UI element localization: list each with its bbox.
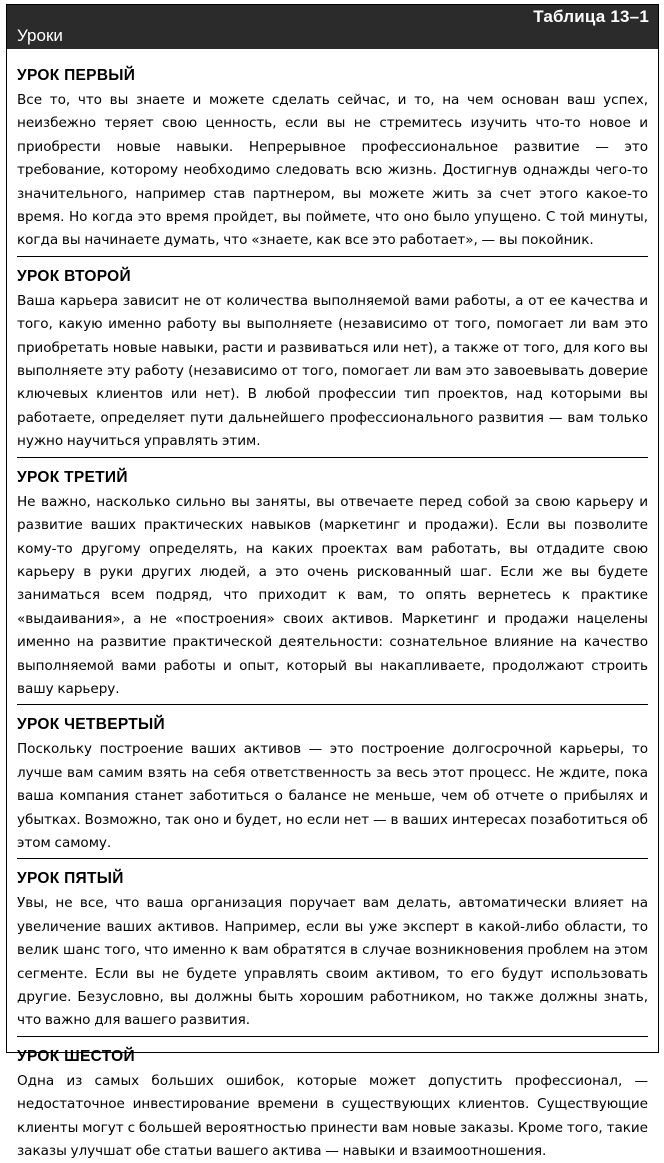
lesson-3 [17,457,648,702]
lesson-text: Все то, что вы знаете и можете сделать сейчас, и то, на чем основан ваш успех, неизбежно теряет свою ценность, если вы не стремитесь изучить что-то новое и приобрести новые навыки. Непрерывное профессиональное развитие — это требование, которому необходимо следовать всю жизнь. Достигнув однажды чего-то значительного, например став партнером, вы можете жить за счет этого какое-то время. Но когда это время пройдет, вы поймете, что оно было упущено. С той минуты, когда вы начинаете думать, что «знаете, как все это работает», — вы покойник. [17,92,648,249]
lesson-heading: УРОК ШЕСТОЙ [17,1047,135,1065]
lesson-2 [17,256,648,454]
lesson-4 [17,704,648,855]
lesson-text: Увы, не все, что ваша организация поручает вам делать, автоматически влияет на увеличение ваших активов. Например, если вы уже эксперт в какой-либо области, то велик шанс того, что именно к вам обратятся в случае возникновения проблем на этом сегменте. Если вы не будете управлять своим активом, то его будут использовать другие. Безусловно, вы должны быть хорошим работником, но также должны знать, что важно для вашего развития. [17,895,648,1029]
lesson-heading: УРОК ТРЕТИЙ [17,468,128,486]
lesson-text: Не важно, насколько сильно вы заняты, вы отвечаете перед собой за свою карьеру и развитие ваших практических навыков (маркетинг и продажи). Если вы позволите кому-то другому определять, на каких проектах вам работать, вы отдадите свою карьеру в руки других людей, а это очень рискованный шаг. Если же вы будете заниматься всем подряд, что приходит к вам, то опять вернетесь к практике «выдаивания», а не «построения» своих активов. Маркетинг и продажи нацелены именно на развитие практической деятельности: сознательное влияние на качество выполняемой вами работы и опыт, который вы накапливаете, продолжают строить вашу карьеру. [17,493,648,697]
lesson-heading: УРОК ПЕРВЫЙ [17,67,136,84]
lesson-6 [17,1036,648,1163]
table-body [7,49,658,1163]
lesson-heading: УРОК ЧЕТВЕРТЫЙ [17,716,165,734]
lessons-table [6,4,659,1160]
table-title: Уроки [17,26,63,45]
lesson-heading: УРОК ПЯТЫЙ [17,870,124,888]
lesson-1 [17,67,648,253]
lesson-5 [17,858,648,1032]
lesson-text: Поскольку построение ваших активов — это построение долгосрочной карьеры, то лучше вам самим взять на себя ответственность за весь этот процесс. Не ждите, пока ваша компания станет заботиться о балансе не меньше, чем об отчете о прибылях и убытках. Возможно, так оно и будет, но если нет — в ваших интересах позаботиться об этом самому. [17,741,648,851]
table-header [7,5,658,49]
table-number: Таблица 13–1 [533,7,649,26]
lesson-heading: УРОК ВТОРОЙ [17,267,131,285]
lesson-text: Одна из самых больших ошибок, которые может допустить профессионал, — недостаточное инвестирование времени в существующих клиентов. Существующие клиенты могут с большей вероятностью принести вам новые заказы. Кроме того, такие заказы улучшат обе статьи вашего актива — навыки и взаимоотношения. [17,1072,648,1160]
lesson-text: Ваша карьера зависит не от количества выполняемой вами работы, а от ее качества и того, какую именно работу вы выполняете (независимо от того, помогает ли вам это приобретать новые навыки, расти и развиваться или нет), а также от того, для кого вы выполняете эту работу (независимо от того, помогает ли вам это завоевывать доверие ключевых клиентов или нет). В любой профессии тип проектов, над которыми вы работаете, определяет пути дальнейшего профессионального развития — вам только нужно научиться управлять этим. [17,292,648,450]
